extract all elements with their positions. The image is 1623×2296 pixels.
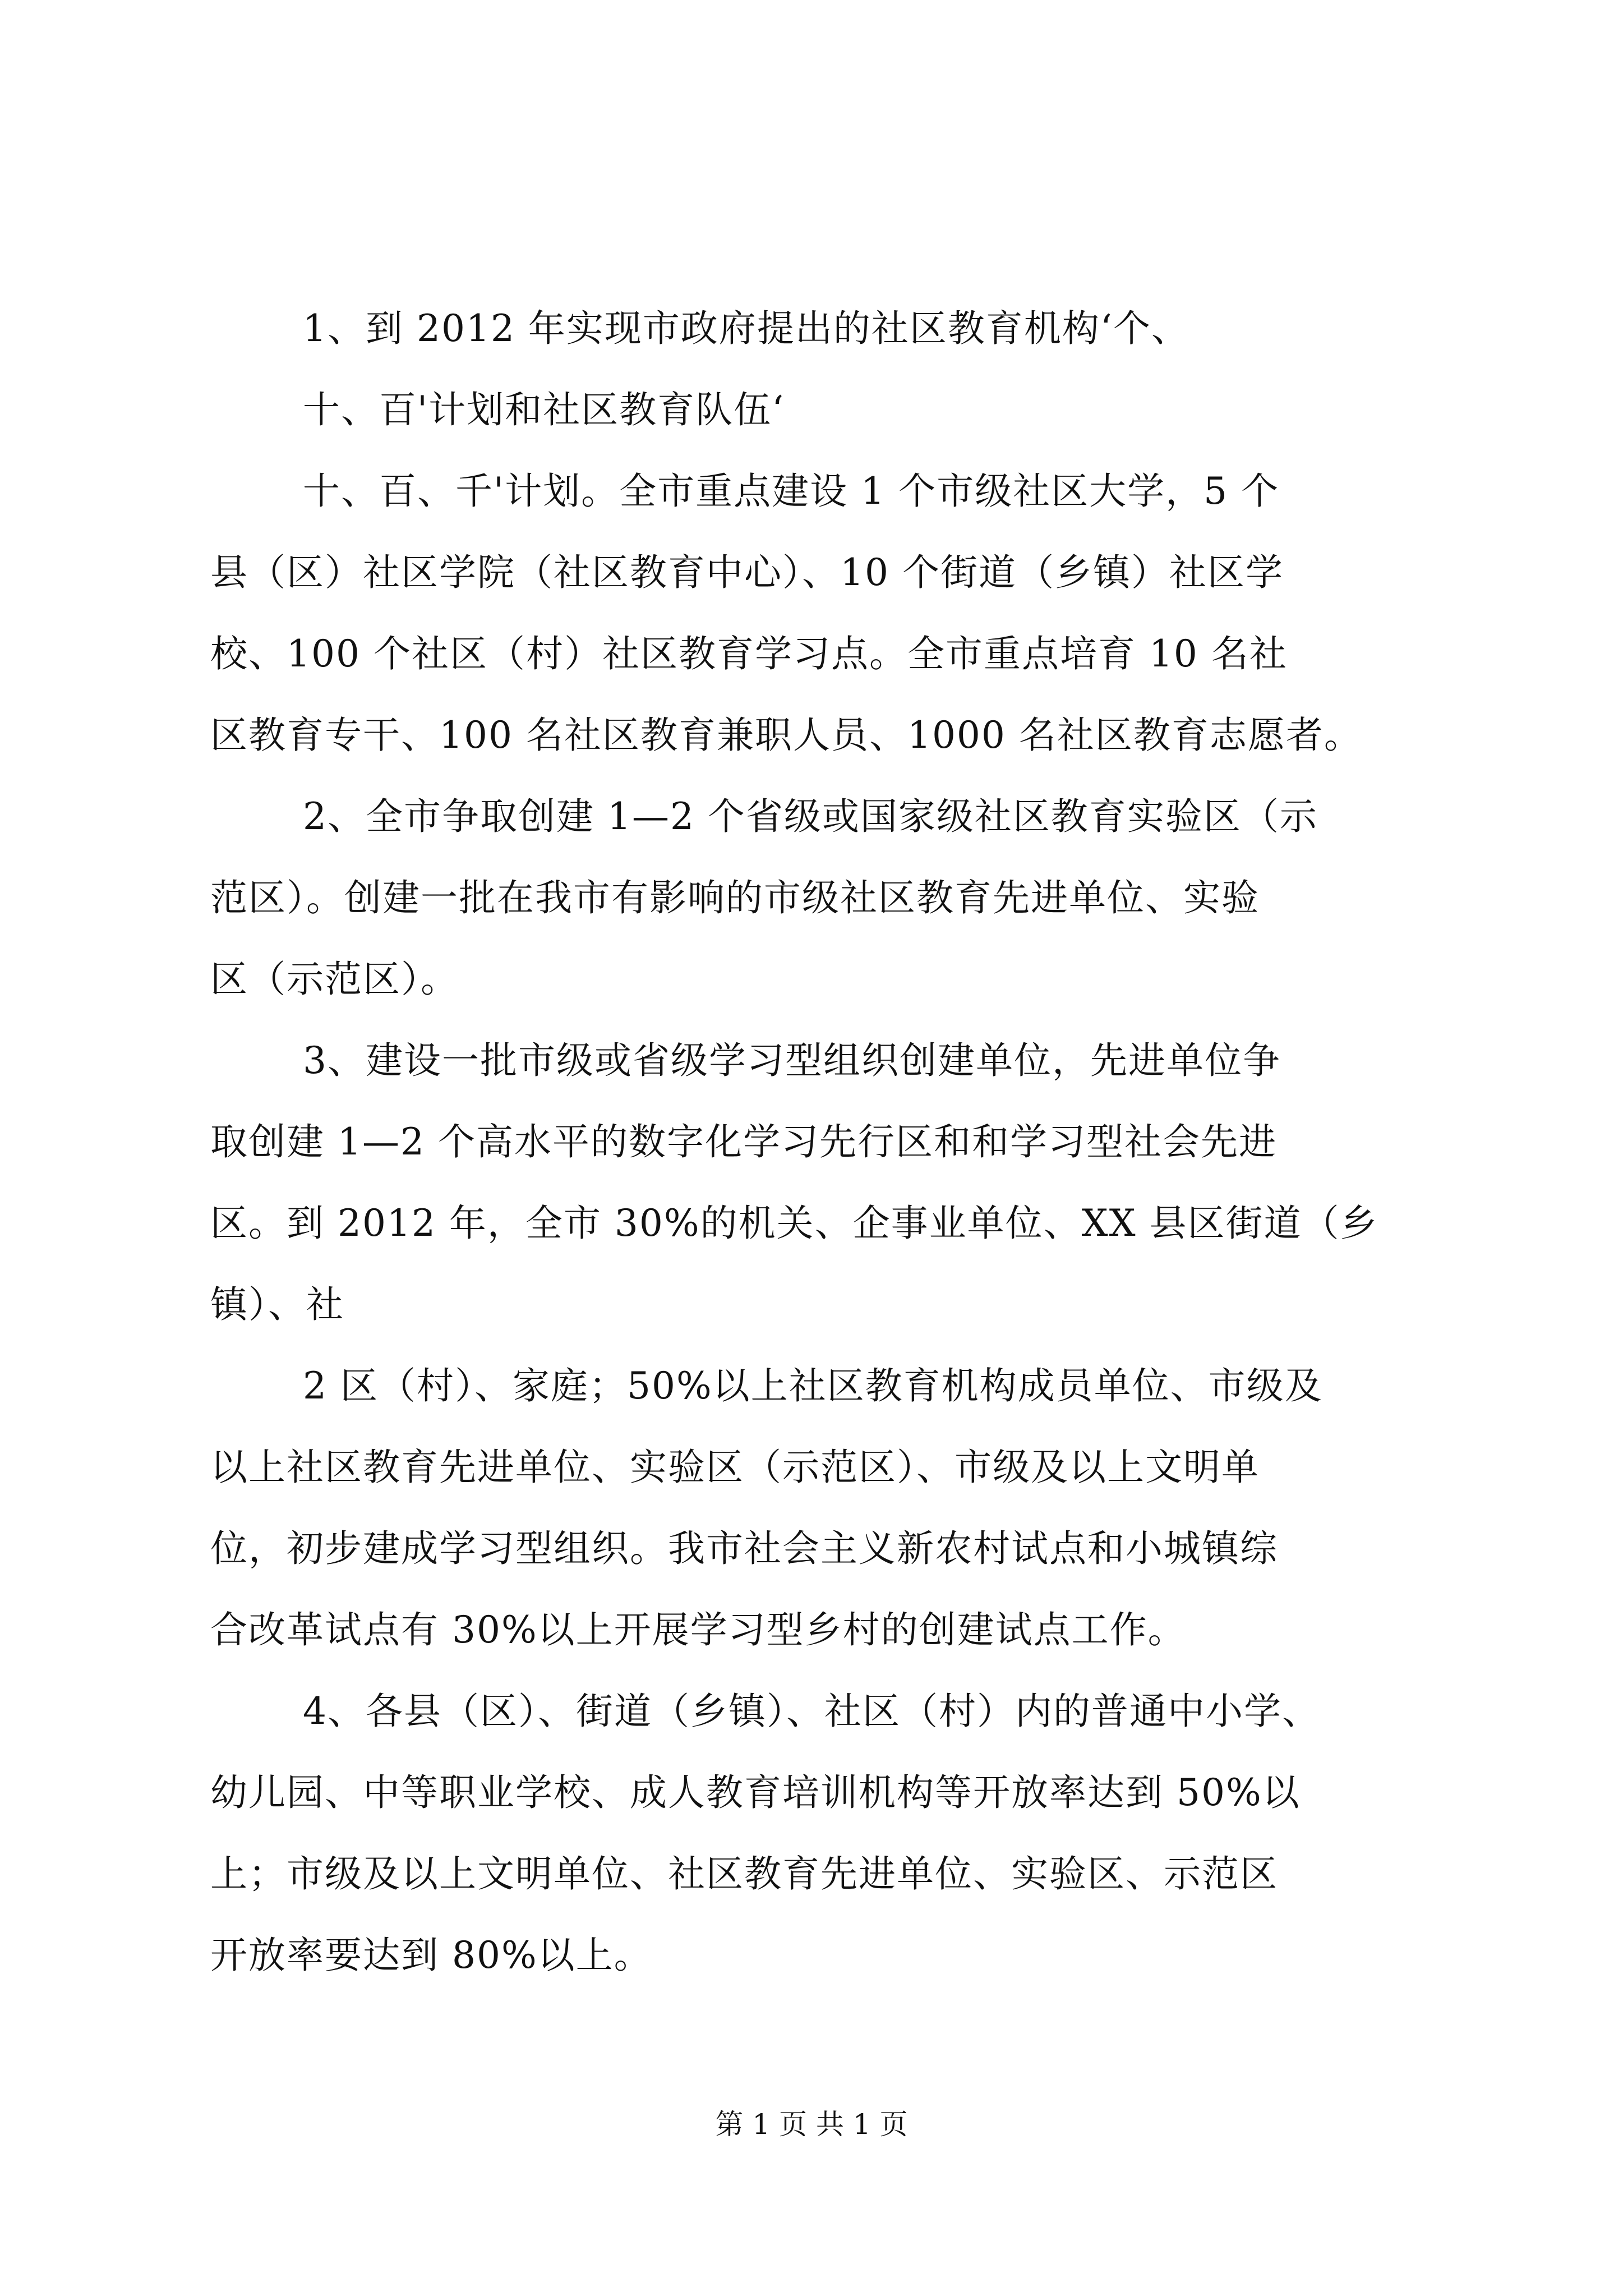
paragraph-2-line-1: 2、全市争取创建 1—2 个省级或国家级社区教育实验区（示 xyxy=(303,795,1318,838)
page-number-footer: 第 1 页 共 1 页 xyxy=(715,2108,908,2141)
paragraph-3-line-1: 3、建设一批市级或省级学习型组织创建单位，先进单位争 xyxy=(303,1039,1281,1082)
paragraph-1-line-3: 十、百、千'计划。全市重点建设 1 个市级社区大学，5 个 xyxy=(303,470,1280,513)
paragraph-1-line-2: 十、百'计划和社区教育队伍‘ xyxy=(303,388,785,431)
paragraph-3-line-3: 区。到 2012 年，全市 30%的机关、企事业单位、XX 县区街道（乡 xyxy=(210,1202,1378,1245)
paragraph-1-line-1: 1、到 2012 年实现市政府提出的社区教育机构‘个、 xyxy=(303,307,1189,350)
paragraph-5-line-4: 开放率要达到 80%以上。 xyxy=(210,1934,652,1977)
paragraph-2-line-2: 范区）。创建一批在我市有影响的市级社区教育先进单位、实验 xyxy=(210,876,1260,919)
paragraph-3-line-4: 镇）、社 xyxy=(210,1283,344,1326)
paragraph-4-line-3: 位，初步建成学习型组织。我市社会主义新农村试点和小城镇综 xyxy=(210,1527,1278,1570)
paragraph-5-line-2: 幼儿园、中等职业学校、成人教育培训机构等开放率达到 50%以 xyxy=(210,1771,1301,1814)
paragraph-4-line-4: 合改革试点有 30%以上开展学习型乡村的创建试点工作。 xyxy=(210,1608,1186,1651)
paragraph-1-line-6: 区教育专干、100 名社区教育兼职人员、1000 名社区教育志愿者。 xyxy=(210,714,1362,757)
paragraph-2-line-3: 区（示范区）。 xyxy=(210,958,459,1001)
paragraph-5-line-1: 4、各县（区）、街道（乡镇）、社区（村）内的普通中小学、 xyxy=(303,1690,1320,1733)
paragraph-4-line-2: 以上社区教育先进单位、实验区（示范区）、市级及以上文明单 xyxy=(210,1446,1260,1489)
paragraph-4-line-1: 2 区（村）、家庭；50%以上社区教育机构成员单位、市级及 xyxy=(303,1364,1323,1407)
paragraph-1-line-4: 县（区）社区学院（社区教育中心）、10 个街道（乡镇）社区学 xyxy=(210,551,1284,594)
paragraph-5-line-3: 上；市级及以上文明单位、社区教育先进单位、实验区、示范区 xyxy=(210,1852,1278,1895)
paragraph-3-line-2: 取创建 1—2 个高水平的数字化学习先行区和和学习型社会先进 xyxy=(210,1120,1277,1163)
paragraph-1-line-5: 校、100 个社区（村）社区教育学习点。全市重点培育 10 名社 xyxy=(210,632,1288,675)
